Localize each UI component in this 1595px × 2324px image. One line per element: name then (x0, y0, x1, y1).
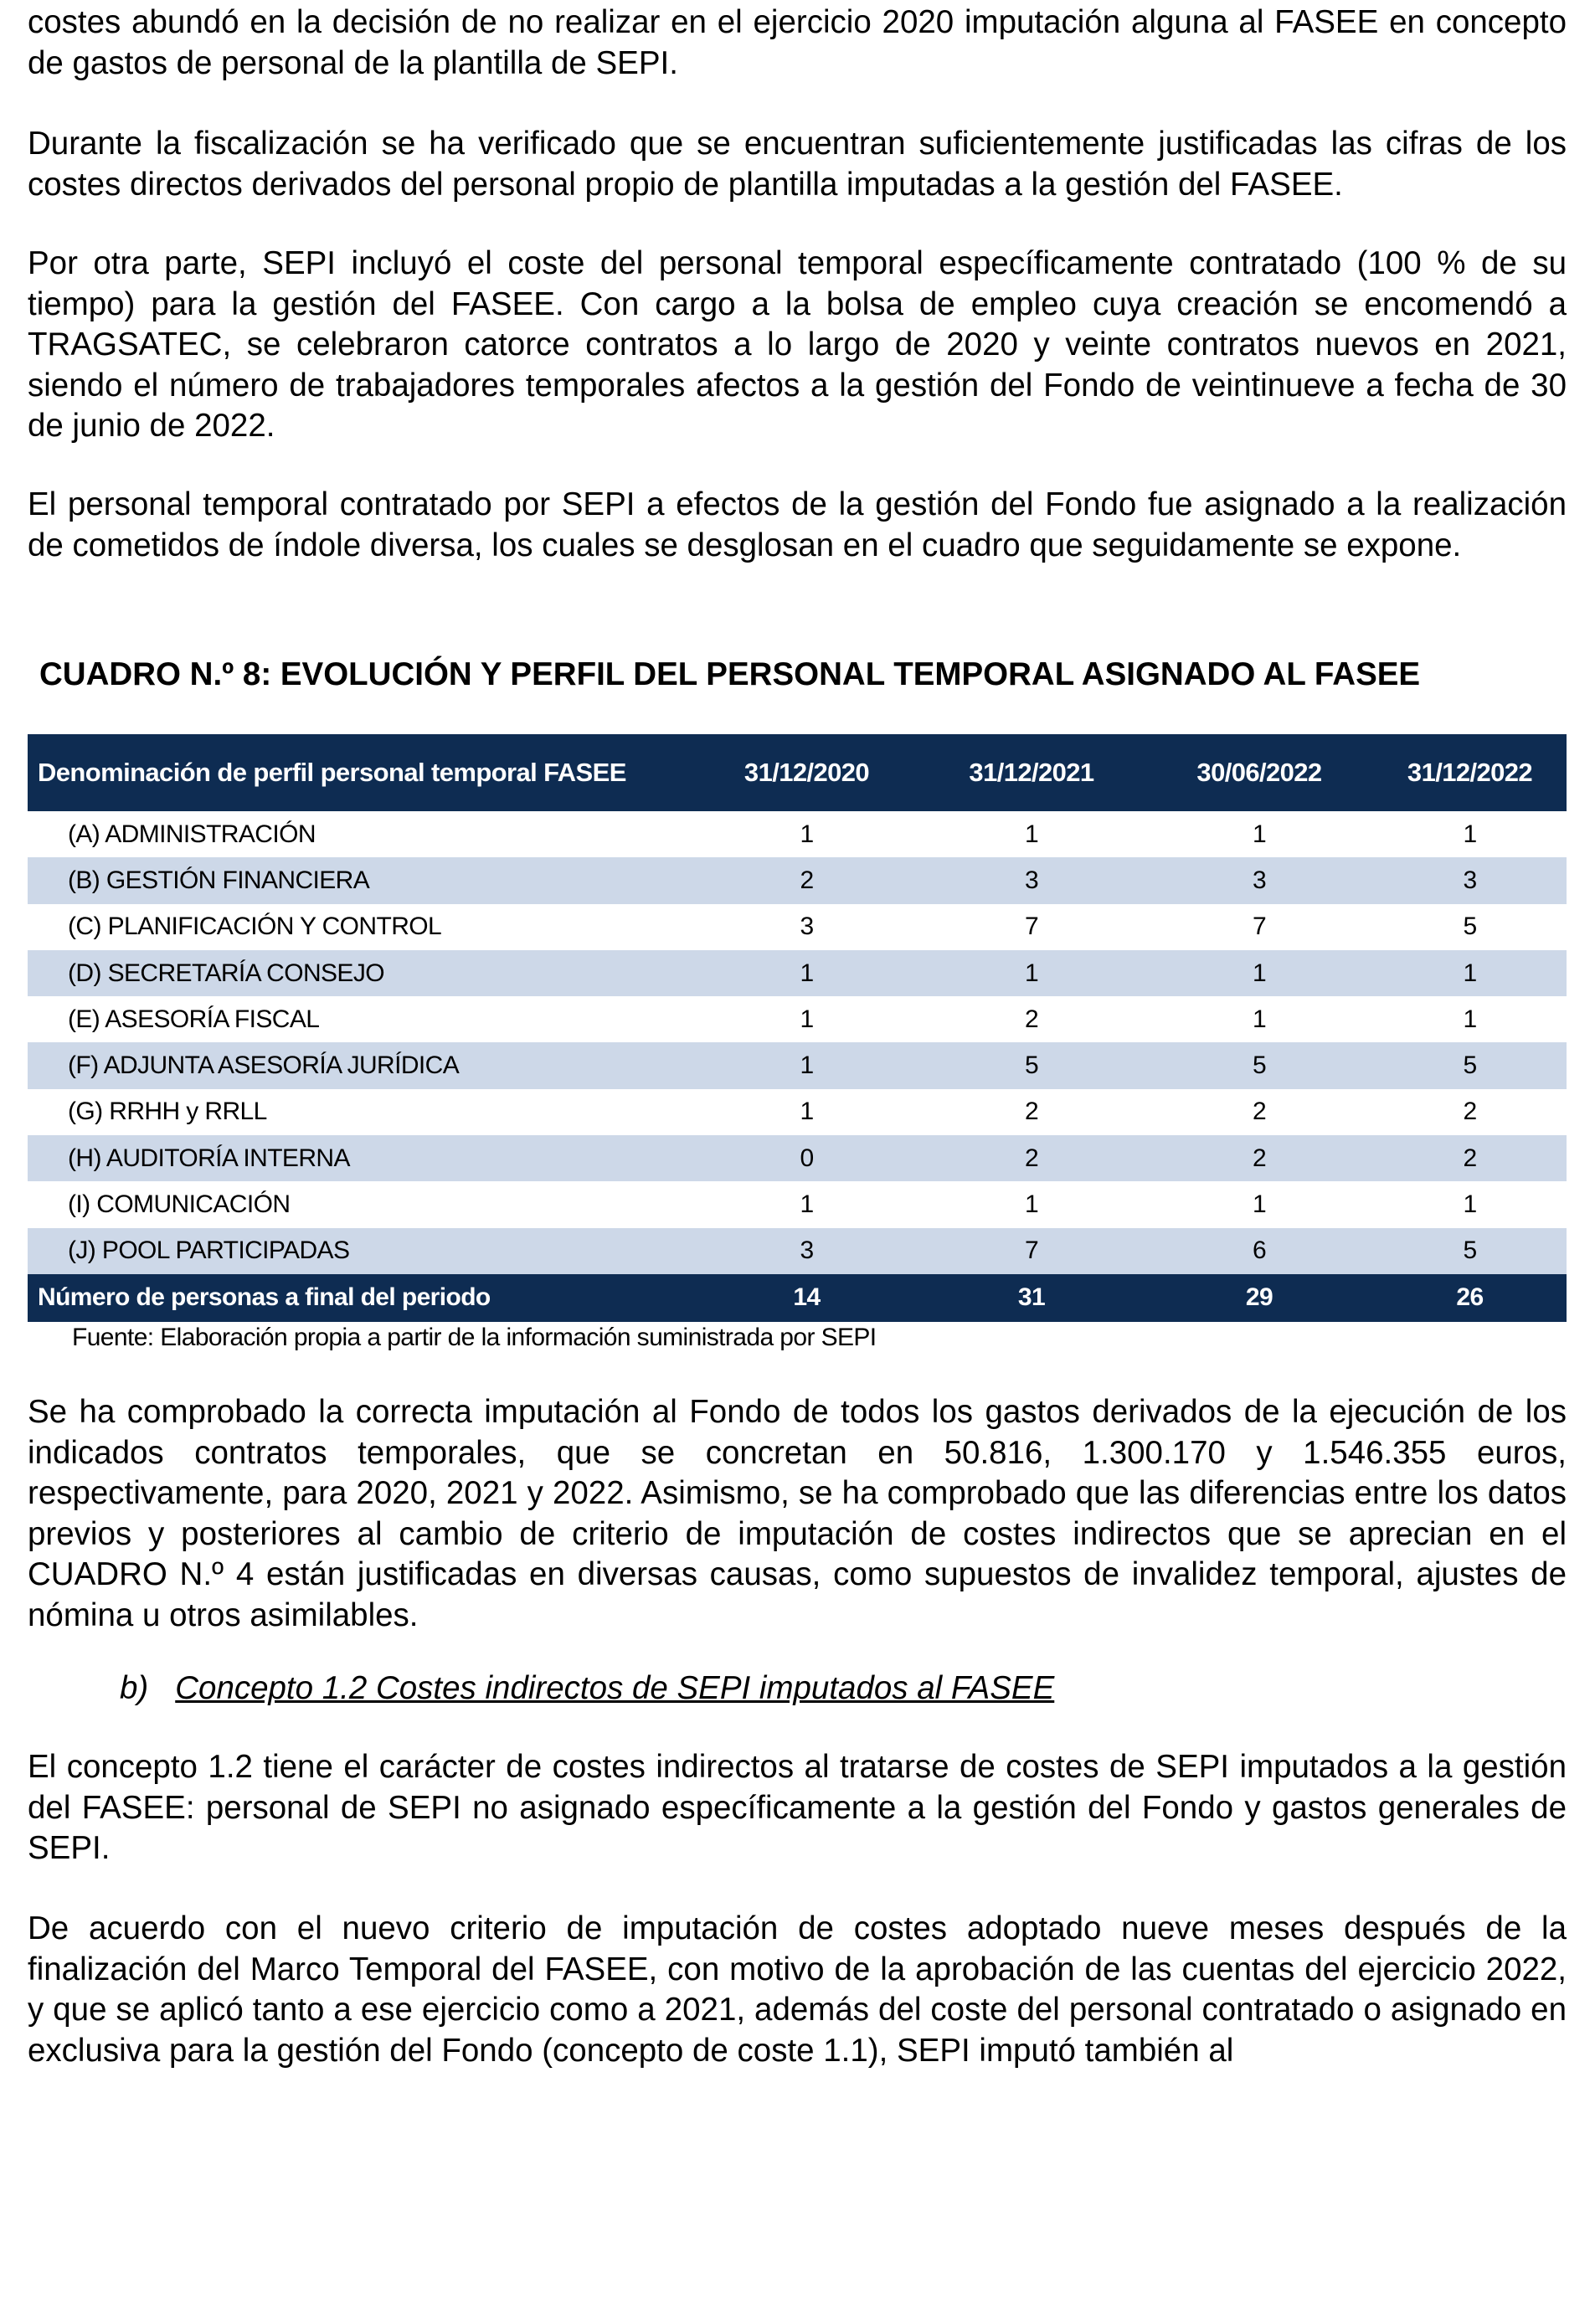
subheading-marker: b) (120, 1670, 149, 1706)
cell-value: 1 (1145, 1181, 1373, 1227)
cell-value: 1 (918, 811, 1145, 857)
row-label: (E) ASESORÍA FISCAL (28, 996, 696, 1042)
cell-value: 3 (1145, 857, 1373, 903)
table-row (28, 1135, 1567, 1181)
total-label: Número de personas a final del periodo (28, 1274, 696, 1322)
total-value: 14 (696, 1274, 918, 1322)
row-label: (A) ADMINISTRACIÓN (28, 811, 696, 857)
cell-value: 1 (1373, 1181, 1567, 1227)
cell-value: 5 (1373, 1042, 1567, 1088)
paragraph-3: Por otra parte, SEPI incluyó el coste del personal temporal específicamente contratado (100 % de su tiempo) para la gestión del FASEE. Con cargo a la bolsa de empleo cuya creación se encomendó a TRAGSATEC, se celebraron catorce contratos a lo largo de 2020 y veinte contratos nuevos en 2021, siendo el número de trabajadores temporales afectos a la gestión del Fondo de veintinueve a fecha de 30 de junio de 2022. (28, 245, 1567, 444)
total-row (28, 1274, 1567, 1322)
cell-value: 1 (696, 1089, 918, 1135)
table-title: CUADRO N.º 8: EVOLUCIÓN Y PERFIL DEL PERSONAL TEMPORAL ASIGNADO AL FASEE (39, 656, 1421, 692)
cell-value: 1 (696, 1181, 918, 1227)
cell-value: 1 (1145, 811, 1373, 857)
table-row (28, 1181, 1567, 1227)
cell-value: 6 (1145, 1228, 1373, 1274)
cell-value: 7 (918, 1228, 1145, 1274)
table-row (28, 950, 1567, 996)
table-row (28, 811, 1567, 857)
paragraph-7: De acuerdo con el nuevo criterio de imputación de costes adoptado nueve meses después de la finalización del Marco Temporal del FASEE, con motivo de la aprobación de las cuentas del ejercicio 2022, y que se aplicó tanto a ese ejercicio como a 2021, además del coste del personal contratado o asignado en exclusiva para la gestión del Fondo (concepto de coste 1.1), SEPI imputó también al (28, 1910, 1567, 2069)
table-row (28, 1228, 1567, 1274)
section-subheading (120, 1668, 1054, 1709)
cell-value: 2 (1373, 1135, 1567, 1181)
cell-value: 2 (696, 857, 918, 903)
cell-value: 2 (1145, 1135, 1373, 1181)
subheading-text: Concepto 1.2 Costes indirectos de SEPI imputados al FASEE (175, 1670, 1055, 1706)
column-header: 31/12/2022 (1373, 734, 1567, 811)
row-label: (D) SECRETARÍA CONSEJO (28, 950, 696, 996)
cell-value: 1 (1373, 811, 1567, 857)
cell-value: 7 (918, 904, 1145, 950)
cell-value: 3 (696, 904, 918, 950)
table-row (28, 1042, 1567, 1088)
paragraph-4: El personal temporal contratado por SEPI a efectos de la gestión del Fondo fue asignado a la realización de cometidos de índole diversa, los cuales se desglosan en el cuadro que seguidamente se expone. (28, 486, 1567, 563)
table-row (28, 996, 1567, 1042)
cell-value: 7 (1145, 904, 1373, 950)
row-label: (G) RRHH y RRLL (28, 1089, 696, 1135)
row-label: (I) COMUNICACIÓN (28, 1181, 696, 1227)
row-label: (B) GESTIÓN FINANCIERA (28, 857, 696, 903)
cell-value: 3 (918, 857, 1145, 903)
column-header: 30/06/2022 (1145, 734, 1373, 811)
total-value: 26 (1373, 1274, 1567, 1322)
cell-value: 1 (1145, 950, 1373, 996)
cell-value: 1 (1373, 950, 1567, 996)
paragraph-6: El concepto 1.2 tiene el carácter de costes indirectos al tratarse de costes de SEPI imputados a la gestión del FASEE: personal de SEPI no asignado específicamente a la gestión del Fondo y gastos generales de SEPI. (28, 1749, 1567, 1866)
table-row (28, 1089, 1567, 1135)
cell-value: 1 (696, 996, 918, 1042)
cell-value: 2 (1145, 1089, 1373, 1135)
cell-value: 1 (696, 950, 918, 996)
table-row (28, 857, 1567, 903)
cell-value: 3 (696, 1228, 918, 1274)
total-value: 29 (1145, 1274, 1373, 1322)
cell-value: 0 (696, 1135, 918, 1181)
column-header: Denominación de perfil personal temporal FASEE (28, 734, 696, 811)
cell-value: 1 (1145, 996, 1373, 1042)
table-header-row (28, 734, 1567, 811)
column-header: 31/12/2021 (918, 734, 1145, 811)
cell-value: 1 (918, 950, 1145, 996)
cell-value: 5 (918, 1042, 1145, 1088)
row-label: (J) POOL PARTICIPADAS (28, 1228, 696, 1274)
cell-value: 1 (1373, 996, 1567, 1042)
column-header: 31/12/2020 (696, 734, 918, 811)
row-label: (C) PLANIFICACIÓN Y CONTROL (28, 904, 696, 950)
paragraph-5: Se ha comprobado la correcta imputación al Fondo de todos los gastos derivados de la ejecución de los indicados contratos temporales, que se concretan en 50.816, 1.300.170 y 1.546.355 euros, respectivamente, para 2020, 2021 y 2022. Asimismo, se ha comprobado que las diferencias entre los datos previos y posteriores al cambio de criterio de imputación de costes indirectos que se aprecian en el CUADRO N.º 4 están justificadas en diversas causas, como supuestos de invalidez temporal, ajustes de nómina u otros asimilables. (28, 1394, 1567, 1633)
cell-value: 2 (1373, 1089, 1567, 1135)
cell-value: 1 (918, 1181, 1145, 1227)
cell-value: 5 (1373, 904, 1567, 950)
personnel-table (28, 734, 1567, 1322)
cell-value: 2 (918, 1135, 1145, 1181)
cell-value: 2 (918, 996, 1145, 1042)
cell-value: 1 (696, 1042, 918, 1088)
cell-value: 5 (1373, 1228, 1567, 1274)
table-row (28, 904, 1567, 950)
cell-value: 3 (1373, 857, 1567, 903)
total-value: 31 (918, 1274, 1145, 1322)
paragraph-2: Durante la fiscalización se ha verificado que se encuentran suficientemente justificadas las cifras de los costes directos derivados del personal propio de plantilla imputadas a la gestión del FASEE. (28, 126, 1567, 203)
table-source-note: Fuente: Elaboración propia a partir de la información suministrada por SEPI (72, 1324, 877, 1351)
paragraph-1: costes abundó en la decisión de no realizar en el ejercicio 2020 imputación alguna al FASEE en concepto de gastos de personal de la plantilla de SEPI. (28, 4, 1567, 81)
cell-value: 5 (1145, 1042, 1373, 1088)
cell-value: 2 (918, 1089, 1145, 1135)
row-label: (H) AUDITORÍA INTERNA (28, 1135, 696, 1181)
cell-value: 1 (696, 811, 918, 857)
row-label: (F) ADJUNTA ASESORÍA JURÍDICA (28, 1042, 696, 1088)
